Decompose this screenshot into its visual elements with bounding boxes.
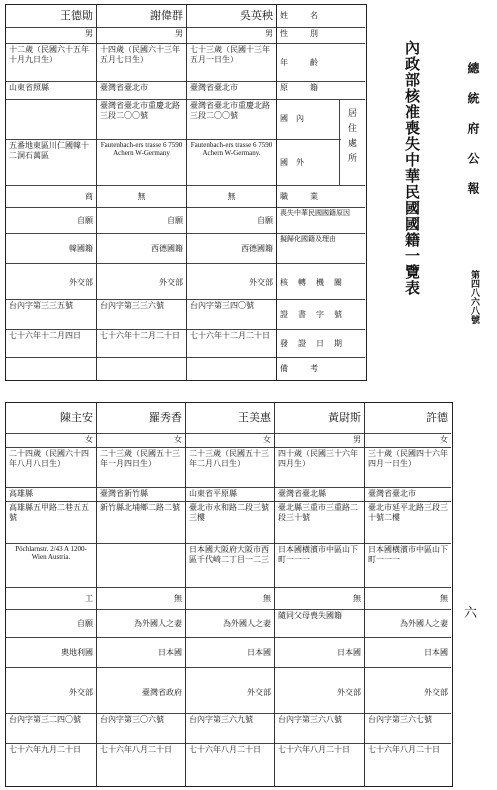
origin-cell: 臺灣省臺北市 — [187, 81, 276, 99]
domestic-cell: 新竹縣北埔鄉二路二號 — [97, 501, 185, 543]
abroad-cell: 五番地東區川仁國韓十二洞石萬區 — [6, 139, 96, 185]
label-reason: 喪失中華民國國籍原因 — [277, 207, 365, 233]
date-cell: 七十六年八月二十日 — [275, 743, 364, 786]
sex-cell: 男 — [275, 433, 364, 447]
page-number: 六 — [464, 606, 478, 621]
domestic-cell — [6, 99, 96, 139]
name-cell: 王美惠 — [238, 411, 271, 424]
age-cell: 二十三歲（民國五十三年二月八日生） — [186, 447, 274, 487]
date-cell: 七十六年九月二十日 — [6, 743, 96, 786]
reason-cell: 自願 — [187, 207, 276, 233]
abroad-cell: Fautenbach-ers trasse 6 7590 Achern W-Germany. — [187, 139, 276, 185]
nationality-cell: 日本國 — [275, 637, 364, 667]
reason-cell: 自願 — [6, 207, 96, 233]
abroad-cell: 日本國橫濱市中區山下町一一一 — [365, 543, 451, 587]
certno-cell: 台內字第三〇六號 — [97, 713, 185, 743]
top-label-column — [276, 5, 365, 380]
domestic-cell: 臺北縣三重市三重路二段三十號 — [275, 501, 364, 543]
age-cell: 二十三歲（民國五十三年一月四日生） — [97, 447, 185, 487]
label-sex: 性別 — [277, 27, 365, 43]
bottom-table — [5, 402, 453, 787]
name-cell: 許德 — [426, 411, 448, 424]
label-name: 姓名 — [280, 11, 340, 20]
label-remark: 備考 — [277, 357, 365, 380]
sex-cell: 男 — [6, 27, 96, 43]
job-cell: 商 — [6, 185, 96, 207]
agency-cell: 臺灣省政府 — [97, 667, 185, 713]
bottom-person-col-2 — [274, 403, 364, 786]
label-residence-text: 居住處所 — [346, 108, 356, 168]
certno-cell: 台內字第三三五號 — [6, 299, 96, 329]
sex-cell: 女 — [6, 433, 96, 447]
date-cell: 七十六年八月二十日 — [186, 743, 274, 786]
label-origin: 原籍 — [277, 81, 365, 99]
label-res-abroad: 國外 — [277, 139, 341, 185]
label-nationality: 擬歸化國籍及理由 — [277, 233, 365, 263]
name-cell: 黃尉斯 — [328, 411, 361, 424]
name-cell: 陳主安 — [60, 411, 93, 424]
top-table — [5, 4, 367, 381]
origin-cell: 臺灣省臺北市 — [97, 81, 186, 99]
abroad-cell: Pöchlarnstr. 2/43 A 1200-Wien Austria. — [6, 543, 96, 587]
agency-cell: 外交部 — [6, 263, 96, 299]
abroad-cell: Fautenbach-ers trasse 6 7590 Achern W-Germany — [97, 139, 186, 185]
origin-cell: 臺灣省臺北市 — [365, 487, 451, 501]
job-cell: 無 — [365, 587, 451, 609]
name-cell: 謝偉群 — [150, 9, 183, 22]
bottom-person-col-1 — [364, 403, 451, 786]
remark-cell — [6, 357, 96, 380]
age-cell: 十二歲（民國六十五年十月九日生） — [6, 43, 96, 81]
label-agency: 核轉機關 — [277, 263, 365, 299]
label-job: 職業 — [277, 185, 365, 207]
reason-cell: 為外國人之妻 — [97, 609, 185, 637]
sex-cell: 男 — [97, 27, 186, 43]
name-cell: 羅秀香 — [149, 411, 182, 424]
agency-cell: 外交部 — [186, 667, 274, 713]
job-cell: 無 — [275, 587, 364, 609]
abroad-cell: 日本國大阪府大阪市西區千代崎二丁目一二三 — [186, 543, 274, 587]
origin-cell: 臺灣省新竹縣 — [97, 487, 185, 501]
age-cell: 十四歲（民國六十三年五月七日生） — [97, 43, 186, 81]
abroad-cell — [97, 543, 185, 587]
job-cell: 無 — [187, 185, 276, 207]
job-cell: 無 — [186, 587, 274, 609]
bottom-person-col-4 — [96, 403, 185, 786]
bottom-person-col-5 — [6, 403, 96, 786]
date-cell: 七十六年十二月二十日 — [187, 329, 276, 357]
reason-cell: 自願 — [97, 207, 186, 233]
nationality-cell: 西德國籍 — [97, 233, 186, 263]
bottom-person-col-3 — [185, 403, 274, 786]
domestic-cell: 臺灣省臺北市重慶北路三段二〇〇號 — [187, 99, 276, 139]
nationality-cell: 日本國 — [97, 637, 185, 667]
sex-cell: 女 — [97, 433, 185, 447]
reason-cell: 自願 — [6, 609, 96, 637]
sex-cell: 男 — [187, 27, 276, 43]
label-res-domestic: 國內 — [277, 99, 341, 139]
remark-cell — [187, 357, 276, 380]
name-cell: 吳英秧 — [240, 9, 273, 22]
remark-cell — [97, 357, 186, 380]
agency-cell: 外交部 — [97, 263, 186, 299]
certno-cell: 台內字第三六九號 — [186, 713, 274, 743]
sex-cell: 女 — [365, 433, 451, 447]
document-title: 內政部核准喪失中華民國國籍一覽表 — [403, 40, 421, 296]
reason-cell: 為外國人之妻 — [365, 609, 451, 637]
origin-cell: 臺灣省臺北縣 — [275, 487, 364, 501]
age-cell: 七十三歲（民國十三年五月一日生） — [187, 43, 276, 81]
nationality-cell: 日本國 — [186, 637, 274, 667]
domestic-cell: 臺北市延平北路三段三十號二樓 — [365, 501, 451, 543]
top-person-col-3 — [6, 5, 96, 380]
date-cell: 七十六年十二月二十日 — [97, 329, 186, 357]
nationality-cell: 西德國籍 — [187, 233, 276, 263]
reason-cell: 為外國人之妻 — [186, 609, 274, 637]
nationality-cell: 奧地利國 — [6, 637, 96, 667]
gazette-issue: 第四八六八號 — [469, 270, 479, 324]
age-cell: 四十歲（民國三十六年四月生） — [275, 447, 364, 487]
domestic-cell: 臺北市永和路二段三號三樓 — [186, 501, 274, 543]
certno-cell: 台內字第三三六號 — [97, 299, 186, 329]
nationality-cell: 韓國籍 — [6, 233, 96, 263]
job-cell: 無 — [97, 185, 186, 207]
top-person-col-2 — [96, 5, 186, 380]
date-cell: 七十六年八月二十日 — [97, 743, 185, 786]
label-age: 年齡 — [277, 43, 365, 81]
job-cell: 工 — [6, 587, 96, 609]
origin-cell: 高雄縣 — [6, 487, 96, 501]
agency-cell: 外交部 — [365, 667, 451, 713]
certno-cell: 台內字第三六七號 — [365, 713, 451, 743]
domestic-cell: 臺灣省臺北市重慶北路三段二〇〇號 — [97, 99, 186, 139]
label-certno: 證書字號 — [277, 299, 365, 329]
sex-cell: 女 — [186, 433, 274, 447]
age-cell: 三十歲（民國四十六年四月一日生） — [365, 447, 451, 487]
certno-cell: 台內字第三四〇號 — [187, 299, 276, 329]
origin-cell: 山東省平原縣 — [186, 487, 274, 501]
label-residence — [339, 99, 365, 185]
date-cell: 七十六年十二月四日 — [6, 329, 96, 357]
nationality-cell: 日本國 — [365, 637, 451, 667]
agency-cell: 外交部 — [187, 263, 276, 299]
certno-cell: 台內字第三二四〇號 — [6, 713, 96, 743]
certno-cell: 台內字第三六八號 — [275, 713, 364, 743]
date-cell: 七十六年八月二十日 — [365, 743, 451, 786]
abroad-cell: 日本國橫濱市中區山下町一一一 — [275, 543, 364, 587]
agency-cell: 外交部 — [6, 667, 96, 713]
reason-cell: 隨同父母喪失國籍 — [275, 609, 364, 637]
origin-cell: 山東省照縣 — [6, 81, 96, 99]
name-cell: 王德勛 — [60, 9, 93, 22]
domestic-cell: 高雄縣五甲路二巷五五號 — [6, 501, 96, 543]
age-cell: 二十四歲（民國六十四年八月八日生） — [6, 447, 96, 487]
label-issue-date: 發證日期 — [277, 329, 365, 357]
agency-cell: 外交部 — [275, 667, 364, 713]
top-person-col-1 — [186, 5, 276, 380]
job-cell: 無 — [97, 587, 185, 609]
gazette-name: 總統府公報 — [466, 62, 480, 212]
